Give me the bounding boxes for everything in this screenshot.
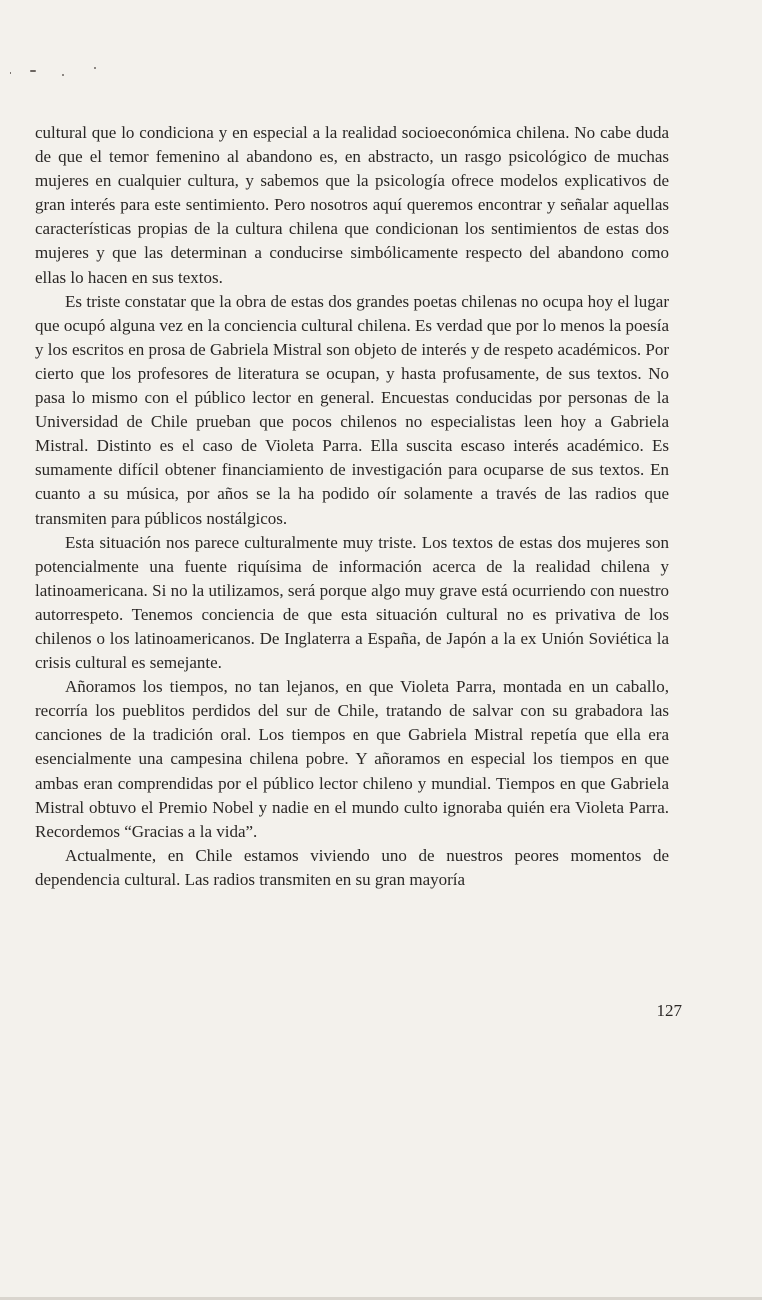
scan-speck xyxy=(62,74,64,76)
scan-speck xyxy=(30,70,36,72)
page-number: 127 xyxy=(656,1001,682,1020)
paragraph: Añoramos los tiempos, no tan lejanos, en que Violeta Parra, montada en un caballo, recorría los pueblitos perdidos del sur de Chile, tratando de salvar con su grabadora las canciones de la tradición oral. Los tiempos en que Gabriela Mistral repetía que ella era esencialmente una campesina chilena pobre. Y añoramos en especial los tiempos en que ambas eran comprendidas por el público lector chileno y mundial. Tiempos en que Gabriela Mistral obtuvo el Premio Nobel y nadie en el mundo culto ignoraba quién era Violeta Parra. Recordemos “Gracias a la vida”. xyxy=(35,677,669,841)
paragraph-continued: cultural que lo condiciona y en especial a la realidad socioeconómica chilena. No cabe duda de que el temor femenino al abandono es, en abstracto, un rasgo psicológico de muchas mujeres en cualquier cultura, y sabemos que la psicología ofrece modelos explicativos de gran interés para este sentimiento. Pero nosotros aquí queremos encontrar y señalar aquellas características propias de la cultura chilena que condicionan los sentimientos de estas dos mujeres y que las determinan a conducirse simbólicamente respecto del abandono como ellas lo hacen en sus textos. xyxy=(35,123,669,287)
paragraph: Es triste constatar que la obra de estas dos grandes poetas chilenas no ocupa hoy el lugar que ocupó alguna vez en la conciencia cultural chilena. Es verdad que por lo menos la poesía y los escritos en prosa de Gabriela Mistral son objeto de interés y de respeto académicos. Por cierto que los profesores de literatura se ocupan, y hasta profusamente, de sus textos. No pasa lo mismo con el público lector en general. Encuestas conducidas por personas de la Universidad de Chile prueban que pocos chilenos no especialistas leen hoy a Gabriela Mistral. Distinto es el caso de Violeta Parra. Ella suscita escaso interés académico. Es sumamente difícil obtener financiamiento de investigación para ocuparse de sus textos. En cuanto a su música, por años se la ha podido oír solamente a través de las radios que transmiten para públicos nostálgicos. xyxy=(35,291,669,528)
paragraph: Esta situación nos parece culturalmente muy triste. Los textos de estas dos mujeres son potencialmente una fuente riquísima de información acerca de la realidad chilena y latinoamericana. Si no la utilizamos, será porque algo muy grave está ocurriendo con nuestro autorrespeto. Tenemos conciencia de que esta situación cultural no es privativa de los chilenos o los latinoamericanos. De Inglaterra a España, de Japón a la ex Unión Soviética la crisis cultural es semejante. xyxy=(35,532,669,673)
scan-speck xyxy=(10,72,11,74)
scan-speck xyxy=(94,67,96,69)
body-text xyxy=(35,121,669,892)
paragraph: Actualmente, en Chile estamos viviendo uno de nuestros peores momentos de dependencia cultural. Las radios transmiten en su gran mayoría xyxy=(35,845,669,889)
